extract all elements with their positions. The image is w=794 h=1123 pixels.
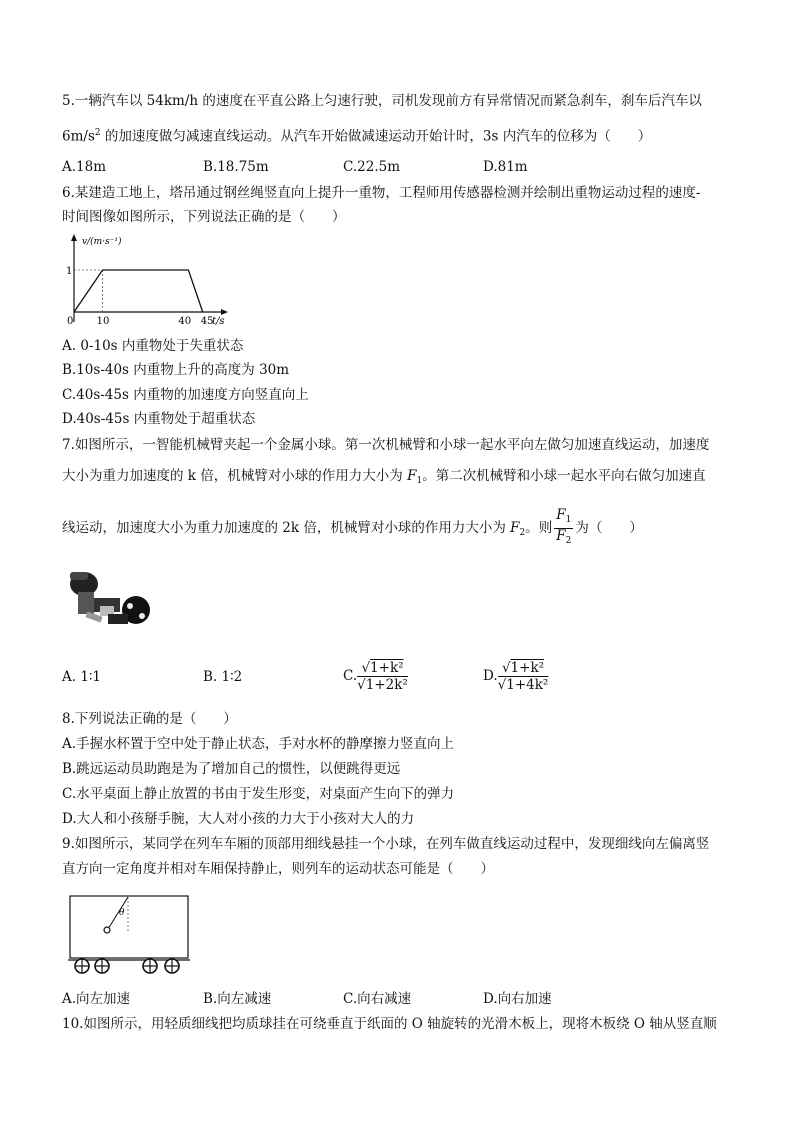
- q6-option-a: A. 0-10s 内重物处于失重状态: [62, 338, 244, 354]
- q9-option-d: D.向右加速: [483, 991, 552, 1007]
- q8-option-a: A.手握水杯置于空中处于静止状态，手对水杯的静摩擦力竖直向上: [62, 736, 455, 752]
- q6-ytick-1: 1: [66, 266, 73, 277]
- q7-ratio-fraction: $\frac{F_1}{F_2}$: [556, 507, 572, 546]
- q5-option-b: B.18.75m: [203, 159, 269, 175]
- q9-option-c: C.向右减速: [343, 991, 412, 1007]
- q8-option-d: D.大人和小孩掰手腕，大人对小孩的力大于小孩对大人的力: [62, 811, 415, 827]
- q6-ylabel: v/(m·s⁻¹): [82, 237, 122, 247]
- q8-option-c: C.水平桌面上静止放置的书由于发生形变，对桌面产生向下的弹力: [62, 786, 455, 802]
- q9-option-a: A.向左加速: [62, 991, 131, 1007]
- q7-line1: 7.如图所示，一智能机械臂夹起一个金属小球。第一次机械臂和小球一起水平向左做匀加速直线运动，加速度: [62, 437, 710, 453]
- q5-option-a: A.18m: [62, 159, 107, 175]
- q9-line2: 直方向一定角度并相对车厢保持静止，则列车的运动状态可能是（ ）: [62, 861, 494, 877]
- q7-line3: 线运动，加速度大小为重力加速度的 2k 倍，机械臂对小球的作用力大小为 $F_2$。则 $\frac{F_1}{F_2}$ 为（ ）: [62, 508, 643, 553]
- q6-option-d: D.40s-45s 内重物处于超重状态: [62, 411, 256, 427]
- q6-xtick-40: 40: [178, 316, 192, 327]
- q6-option-b: B.10s-40s 内重物上升的高度为 30m: [62, 362, 290, 378]
- q7-option-d: D. $\frac{\text{√1+k²}}{\text{√1+4k²}}$: [483, 660, 549, 693]
- train-wheel: [75, 959, 179, 973]
- q6-origin: 0: [67, 316, 74, 327]
- q5-option-d: D.81m: [483, 159, 528, 175]
- q7-option-b: B. 1∶2: [203, 669, 243, 685]
- q7-option-c: C. $\frac{\text{√1+k²}}{\text{√1+2k²}}$: [343, 660, 408, 693]
- q6-line1: 6.某建造工地上，塔吊通过钢丝绳竖直向上提升一重物，工程师用传感器检测并绘制出重物运动过程的速度-: [62, 185, 701, 201]
- q5-line1: 5.一辆汽车以 54km/h 的速度在平直公路上匀速行驶，司机发现前方有异常情况而紧急刹车，刹车后汽车以: [62, 93, 702, 109]
- q8-option-b: B.跳远运动员助跑是为了增加自己的惯性，以便跳得更远: [62, 761, 401, 777]
- q9-line1: 9.如图所示，某同学在列车车厢的顶部用细线悬挂一个小球，在列车做直线运动过程中，发现细线向左偏离竖: [62, 836, 710, 852]
- q6-x-arrow: [221, 309, 228, 315]
- q6-xtick-45: 45: [200, 316, 214, 327]
- q7-option-a: A. 1∶1: [62, 669, 102, 685]
- q7-line2: 大小为重力加速度的 k 倍，机械臂对小球的作用力大小为 $F_1$。第二次机械臂和小球一起水平向右做匀加速直: [62, 468, 706, 486]
- robot-arm-image: [64, 566, 154, 636]
- q5-line2: $6m/s^2$ 的加速度做匀减速直线运动。从汽车开始做减速运动开始计时，3s 内汽车的位移为（ ）: [62, 128, 652, 145]
- q10-line1: 10.如图所示，用轻质细线把均质球挂在可绕垂直于纸面的 O 轴旋转的光滑木板上，现将木板绕 O 轴从竖直顺: [62, 1016, 717, 1032]
- q6-vt-chart: [62, 232, 237, 332]
- q5-option-c: C.22.5m: [343, 159, 400, 175]
- q6-option-c: C.40s-45s 内重物的加速度方向竖直向上: [62, 387, 309, 403]
- theta-label: θ: [119, 908, 125, 918]
- train-car-diagram: [64, 893, 194, 981]
- q9-option-b: B.向左减速: [203, 991, 272, 1007]
- q6-y-arrow: [71, 234, 77, 241]
- q6-line2: 时间图像如图所示，下列说法正确的是（ ）: [62, 209, 346, 225]
- q8-stem: 8.下列说法正确的是（ ）: [62, 711, 237, 727]
- q6-xlabel: t/s: [212, 316, 225, 327]
- q6-xtick-10: 10: [96, 316, 110, 327]
- q6-vt-line: [74, 270, 203, 312]
